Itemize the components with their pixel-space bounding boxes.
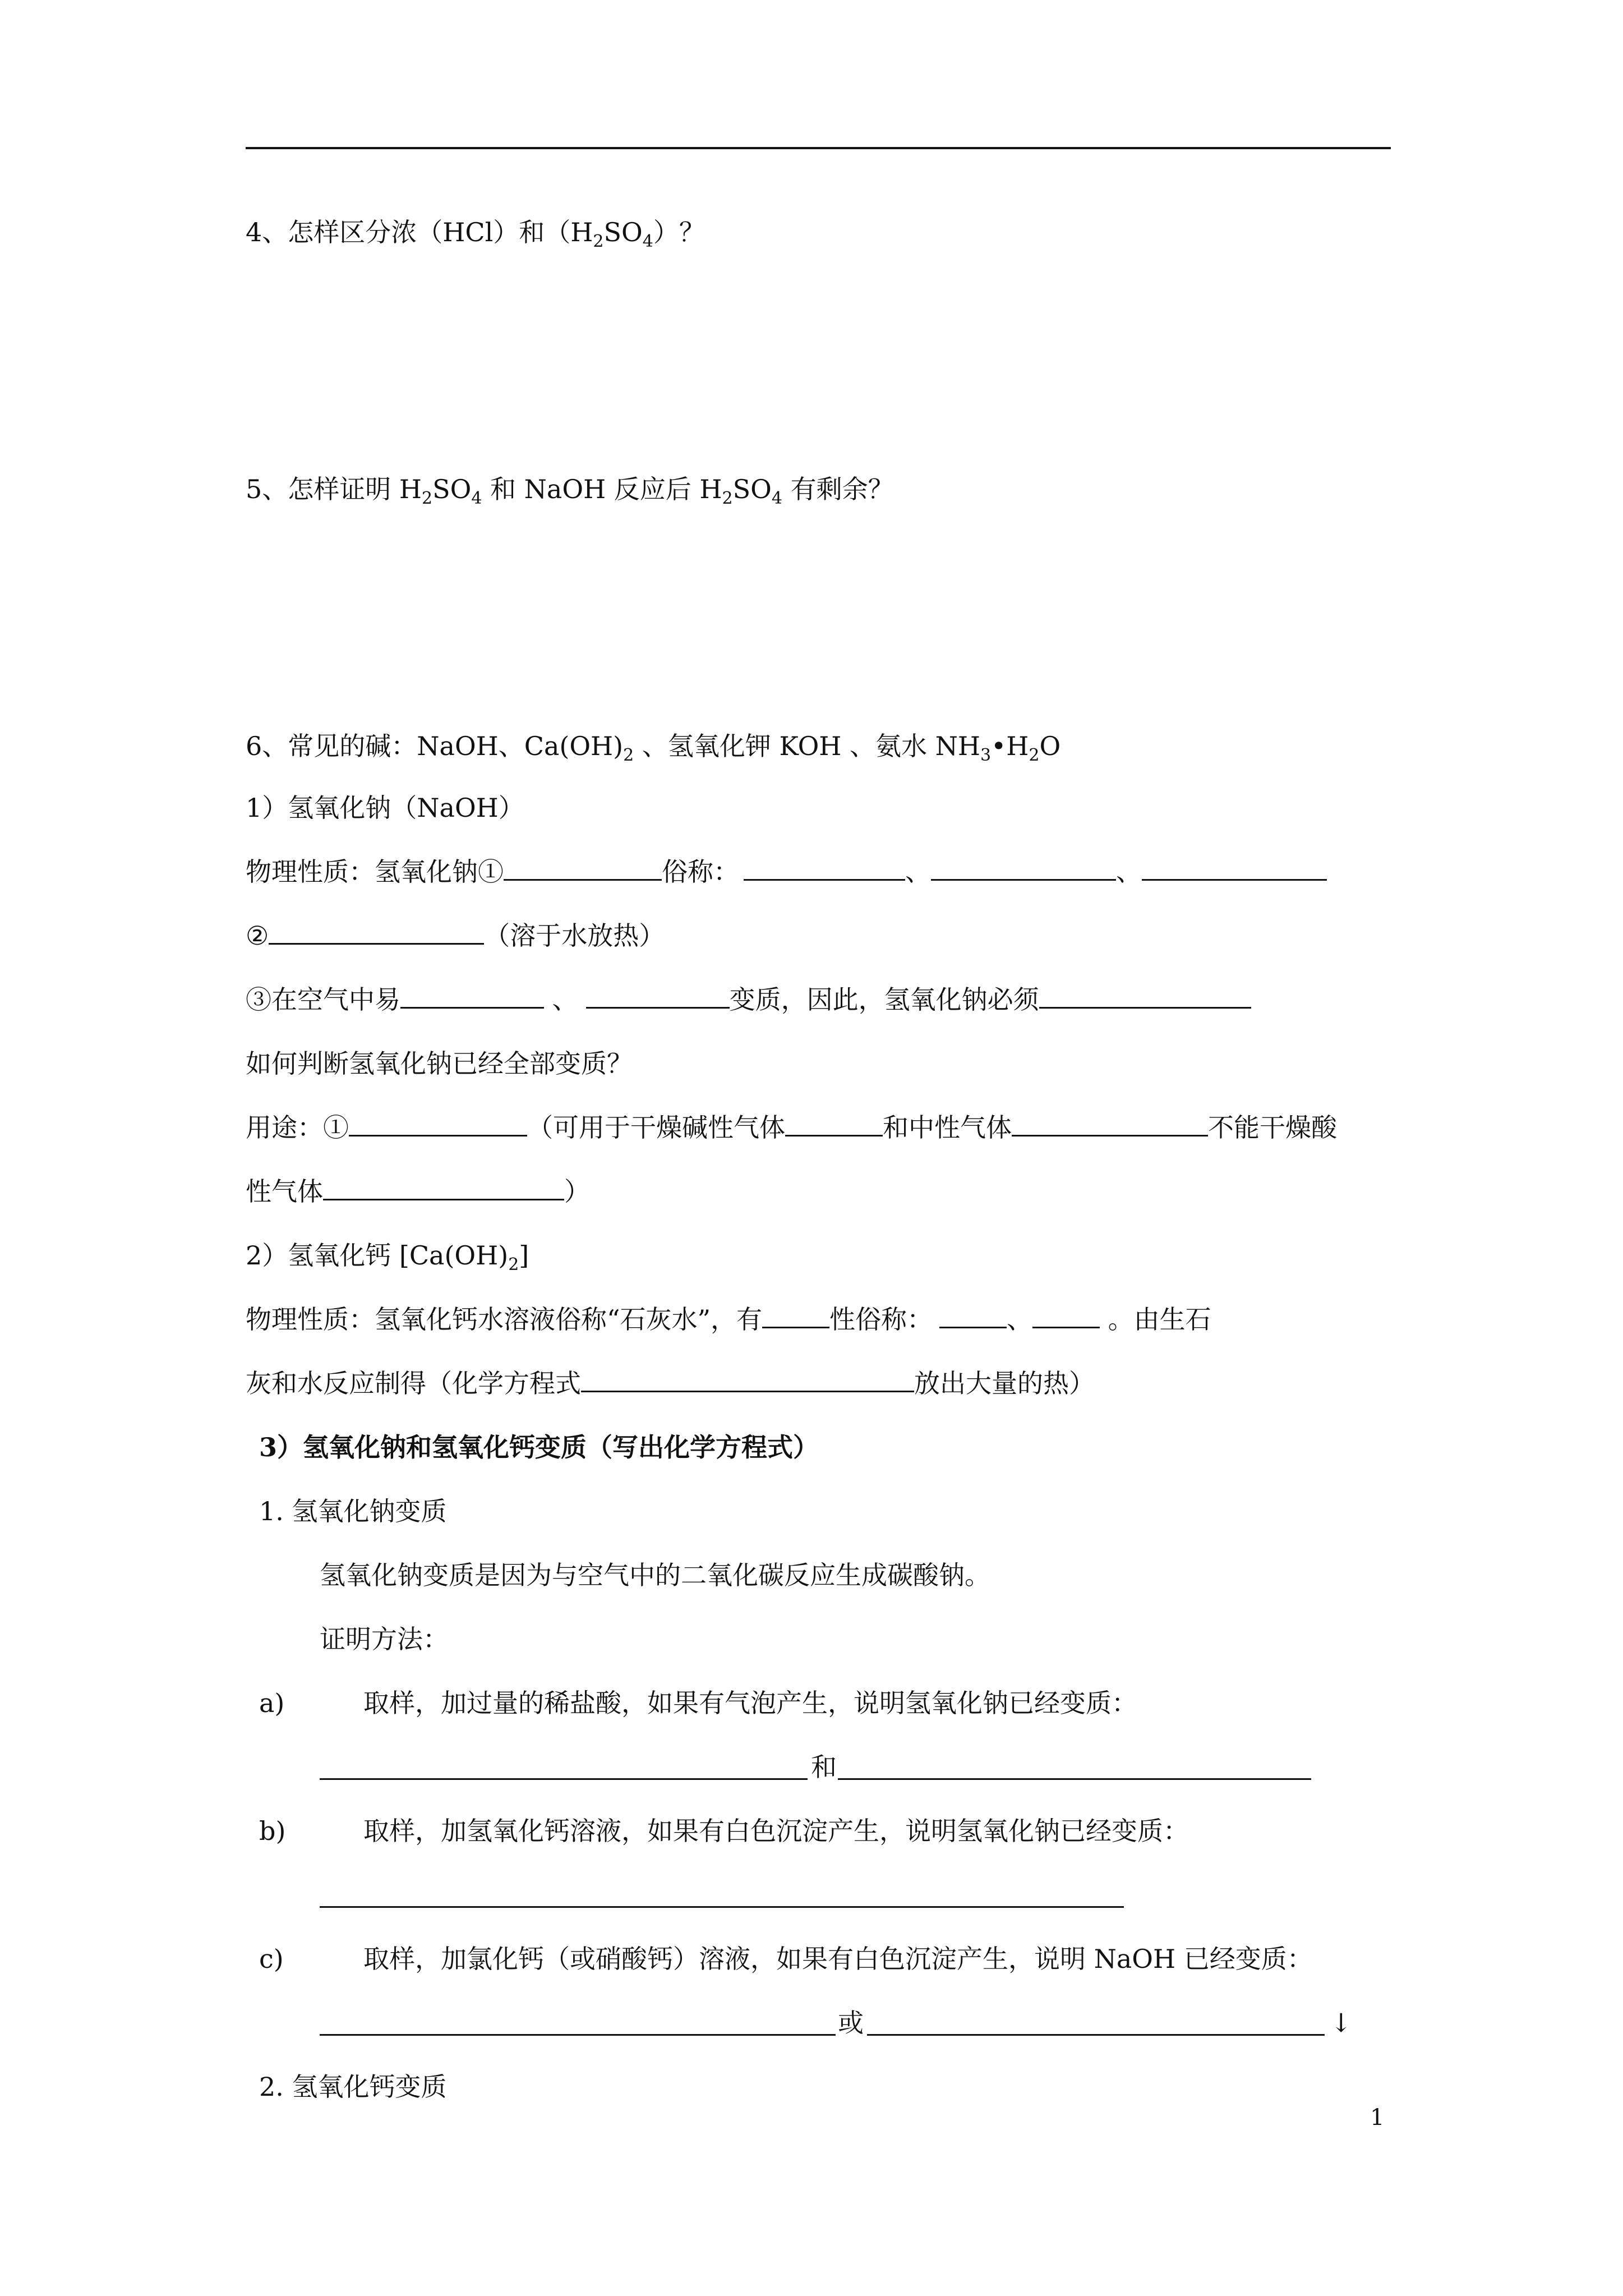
item-1-heading: 1. 氢氧化钠变质 — [259, 1496, 447, 1526]
caoh-heading-sub: 2 — [508, 1255, 519, 1274]
q6-sub-3: 2 — [1029, 746, 1040, 765]
page-number: 1 — [1370, 2105, 1385, 2131]
blank-caoh-name-2[interactable] — [1032, 1303, 1100, 1328]
caoh-phys-f: 放出大量的热） — [914, 1368, 1095, 1398]
q4-text-c: ）？ — [653, 217, 705, 247]
method-c-text: 取样，加氯化钙（或硝酸钙）溶液，如果有白色沉淀产生，说明 NaOH 已经变质： — [363, 1944, 1313, 1974]
q4-sub-2: 4 — [642, 232, 653, 251]
naoh-uses-cont — [246, 1175, 590, 1208]
uses-label: 用途：① — [246, 1112, 349, 1143]
method-c-or: 或 — [838, 2008, 864, 2038]
naoh-property-2 — [246, 919, 665, 953]
caoh-phys-b: 性俗称： — [829, 1304, 933, 1335]
blank-naoh-name-1[interactable] — [744, 855, 905, 881]
blank-naoh-name-3[interactable] — [1142, 855, 1327, 881]
dissolve-note: （溶于水放热） — [484, 921, 665, 951]
method-a-label: a) — [259, 1688, 285, 1718]
uses-text-d: 不能干燥酸 — [1208, 1112, 1337, 1143]
q6-text-d: O — [1039, 731, 1061, 761]
q5-sub-4: 4 — [771, 489, 782, 508]
blank-naoh-3b[interactable] — [586, 983, 730, 1009]
circle-3-text-a: ③在空气中易 — [246, 984, 400, 1015]
blank-naoh-1[interactable] — [504, 855, 662, 881]
precipitate-arrow: ↓ — [1330, 2008, 1352, 2038]
item-1-description: 氢氧化钠变质是因为与空气中的二氧化碳反应生成碳酸钠。 — [320, 1560, 990, 1590]
q6-text-b: 、氢氧化钾 KOH 、氨水 NH — [634, 731, 981, 761]
caoh-phys-d: 。由生石 — [1100, 1304, 1211, 1335]
naoh-uses — [246, 1111, 1337, 1144]
circle-3-text-b: 、 — [544, 984, 578, 1015]
q5-text-b: SO — [432, 474, 472, 504]
method-a-and: 和 — [811, 1752, 837, 1782]
caoh-heading-b: ] — [519, 1240, 529, 1271]
naoh-judge-question: 如何判断氢氧化钠已经全部变质？ — [246, 1048, 633, 1079]
blank-naoh-3a[interactable] — [400, 983, 544, 1009]
q5-sub-1: 2 — [422, 489, 433, 508]
blank-method-b[interactable] — [320, 1906, 1124, 1908]
deterioration-heading: 3）氢氧化钠和氢氧化钙变质（写出化学方程式） — [259, 1432, 819, 1462]
q6-sub-2: 3 — [980, 746, 992, 765]
caoh-physical-properties — [246, 1303, 1211, 1336]
method-label: 证明方法： — [320, 1624, 449, 1654]
separator: 、 — [905, 857, 931, 887]
method-b-text: 取样，加氢氧化钙溶液，如果有白色沉淀产生，说明氢氧化钠已经变质： — [363, 1816, 1189, 1846]
naoh-heading: 1）氢氧化钠（NaOH） — [246, 793, 524, 823]
blank-method-c-1[interactable] — [320, 2034, 836, 2036]
naoh-physical-properties — [246, 855, 1327, 889]
blank-method-c-2[interactable] — [867, 2034, 1325, 2036]
method-b-label: b) — [259, 1816, 286, 1846]
naoh-phys-label: 物理性质：氢氧化钠① — [246, 857, 504, 887]
q6-sub-1: 2 — [623, 746, 634, 765]
blank-naoh-name-2[interactable] — [931, 855, 1116, 881]
q5-text-a: 5、怎样证明 H — [246, 474, 422, 504]
uses-text-b: （可用于干燥碱性气体 — [527, 1112, 785, 1143]
uses-text-c: 和中性气体 — [883, 1112, 1012, 1143]
q4-text-b: SO — [603, 217, 643, 247]
circle-3-text-c: 变质，因此，氢氧化钠必须 — [729, 984, 1039, 1015]
q5-sub-3: 2 — [722, 489, 733, 508]
caoh-heading-a: 2）氢氧化钙 [Ca(OH) — [246, 1240, 509, 1271]
q4-sub-1: 2 — [593, 232, 604, 251]
method-c-label: c) — [259, 1944, 284, 1974]
naoh-property-3 — [246, 983, 1251, 1016]
caoh-preparation — [246, 1366, 1095, 1400]
circle-2: ② — [246, 921, 269, 951]
method-a-text: 取样，加过量的稀盐酸，如果有气泡产生，说明氢氧化钠已经变质： — [363, 1688, 1137, 1718]
uses-text-e: 性气体 — [246, 1176, 323, 1207]
blank-naoh-acid-gas[interactable] — [323, 1175, 564, 1200]
caoh-phys-c: 、 — [1007, 1304, 1033, 1335]
naoh-common-name-label: 俗称： — [662, 857, 739, 887]
item-2-heading: 2. 氢氧化钙变质 — [259, 2072, 447, 2102]
blank-naoh-neutral-gas[interactable] — [1012, 1111, 1208, 1137]
question-5 — [246, 472, 894, 506]
blank-method-a-2[interactable] — [838, 1778, 1311, 1780]
q5-sub-2: 4 — [471, 489, 482, 508]
blank-naoh-3c[interactable] — [1039, 983, 1251, 1009]
q5-text-c: 和 NaOH 反应后 H — [482, 474, 722, 504]
blank-naoh-basic-gas[interactable] — [785, 1111, 883, 1137]
separator: 、 — [1116, 857, 1142, 887]
blank-method-a-1[interactable] — [320, 1778, 808, 1780]
caoh-heading — [246, 1239, 529, 1272]
blank-caoh-property[interactable] — [762, 1303, 829, 1328]
question-6 — [246, 729, 1061, 763]
blank-naoh-use[interactable] — [349, 1111, 527, 1137]
q6-text-a: 6、常见的碱：NaOH、Ca(OH) — [246, 731, 624, 761]
blank-caoh-equation[interactable] — [581, 1367, 914, 1392]
header-rule — [246, 147, 1391, 149]
uses-text-f: ） — [564, 1176, 590, 1207]
caoh-phys-a: 物理性质：氢氧化钙水溶液俗称“石灰水”，有 — [246, 1304, 763, 1335]
q5-text-e: 有剩余？ — [782, 474, 894, 504]
blank-caoh-name-1[interactable] — [939, 1303, 1007, 1328]
q6-text-c: •H — [991, 731, 1029, 761]
caoh-phys-e: 灰和水反应制得（化学方程式 — [246, 1368, 581, 1398]
q4-text-a: 4、怎样区分浓（HCl）和（H — [246, 217, 593, 247]
q5-text-d: SO — [732, 474, 772, 504]
blank-naoh-2[interactable] — [269, 919, 484, 945]
question-4 — [246, 215, 705, 249]
